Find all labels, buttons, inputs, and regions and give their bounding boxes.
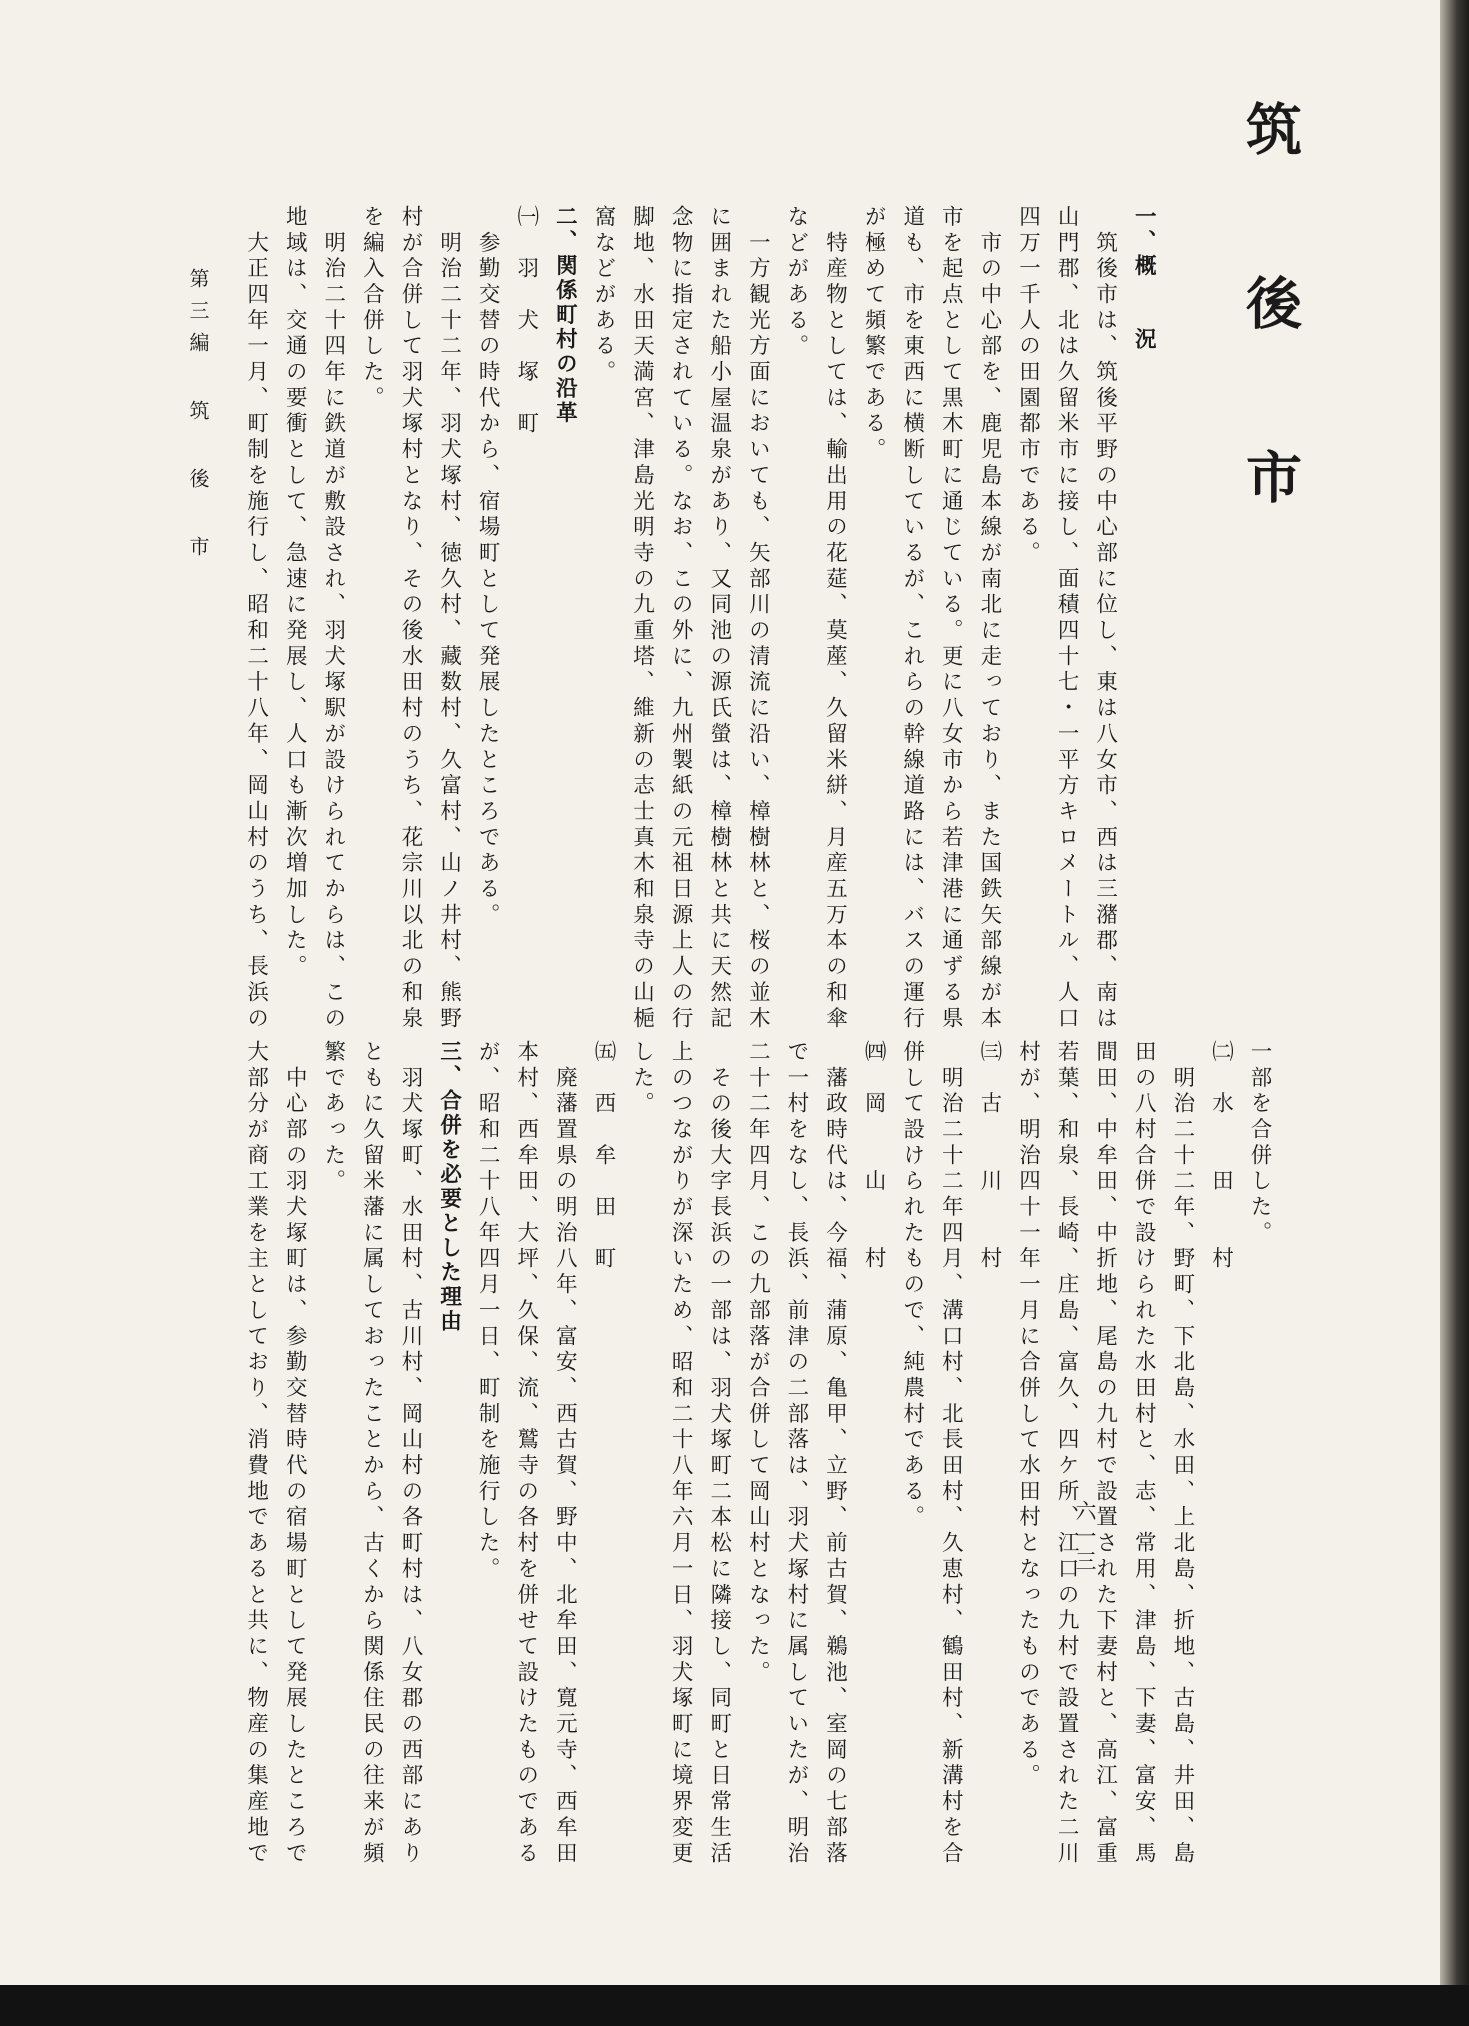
- text-column: に囲まれた船小屋温泉があり、又同池の源氏螢は、樟樹林と共に天然記: [706, 205, 732, 1033]
- text-column: 山門郡、北は久留米市に接し、面積四十七・一平方キロメートル、人口: [1054, 205, 1080, 1033]
- text-column: ㈤ 西 牟 田 町: [590, 1040, 616, 1273]
- text-column: 本村、西牟田、大坪、久保、流、鷲寺の各村を併せて設けたものである: [513, 1040, 539, 1868]
- text-column: などがある。: [783, 205, 809, 361]
- text-column: 明治二十二年、羽犬塚村、徳久村、藏数村、久富村、山ノ井村、熊野: [436, 205, 462, 1033]
- text-column: 四万一千人の田園都市である。: [1015, 205, 1041, 567]
- text-column: 脚地、水田天満宮、津島光明寺の九重塔、維新の志士真木和泉寺の山梔: [629, 205, 655, 1033]
- text-column: 地域は、交通の要衝として、急速に発展し、人口も漸次増加した。: [282, 205, 308, 981]
- text-column: ともに久留米藩に属しておったことから、古くから関係住民の往来が頻: [359, 1040, 385, 1868]
- section-footer: 第三編 筑 後 市: [186, 268, 210, 568]
- text-column: 特産物としては、輸出用の花莚、莫蓙、久留米絣、月産五万本の和傘: [822, 205, 848, 1033]
- text-column: 窩などがある。: [590, 205, 616, 386]
- text-column: 村が、明治四十一年一月に合併して水田村となったものである。: [1015, 1040, 1041, 1790]
- text-column: 大部分が商工業を主としており、消費地であると共に、物産の集産地で: [243, 1040, 269, 1868]
- text-column: 田の八村合併で設けられた水田村と、志、常用、津島、下妻、富安、馬: [1131, 1040, 1157, 1868]
- text-column: 二、関係町村の沿革: [552, 205, 578, 426]
- text-column: 道も、市を東西に横断しているが、これらの幹線道路には、バスの運行: [899, 205, 925, 1033]
- text-column: 参勤交替の時代から、宿場町として発展したところである。: [475, 205, 501, 929]
- book-spine-shadow: [1440, 0, 1469, 1985]
- text-column: ㈢ 古 川 村: [976, 1040, 1002, 1273]
- text-column: その後大字長浜の一部は、羽犬塚町二本松に隣接し、同町と日常生活: [706, 1040, 732, 1868]
- text-column: が極めて頻繁である。: [861, 205, 887, 464]
- text-column: ㈣ 岡 山 村: [861, 1040, 887, 1273]
- scan-bottom-edge: [0, 1985, 1469, 2026]
- text-column: ㈡ 水 田 村: [1208, 1040, 1234, 1273]
- text-column: 藩政時代は、今福、蒲原、亀甲、立野、前古賀、鵜池、室岡の七部落: [822, 1040, 848, 1868]
- text-column: 二十二年四月、この九部落が合併して岡山村となった。: [745, 1040, 771, 1687]
- text-column: 市を起点として黒木町に通じている。更に八女市から若津港に通ずる県: [938, 205, 964, 1033]
- text-column: 明治二十二年四月、溝口村、北長田村、久恵村、鶴田村、新溝村を合: [938, 1040, 964, 1868]
- text-column: 間田、中牟田、中折地、尾島の九村で設置された下妻村と、高江、富重: [1092, 1040, 1118, 1868]
- text-column: 羽犬塚町、水田村、古川村、岡山村の各町村は、八女郡の西部にあり: [397, 1040, 423, 1868]
- text-column: 市の中心部を、鹿児島本線が南北に走っており、また国鉄矢部線が本: [976, 205, 1002, 1033]
- text-column: 上のつながりが深いため、昭和二十八年六月一日、羽犬塚町に境界変更: [668, 1040, 694, 1868]
- lower-text-block: [236, 1040, 1278, 1930]
- text-column: が、昭和二十八年四月一日、町制を施行した。: [475, 1040, 501, 1583]
- text-column: 廃藩置県の明治八年、富安、西古賀、野中、北牟田、寛元寺、西牟田: [552, 1040, 578, 1868]
- text-column: 併して設けられたもので、純農村である。: [899, 1040, 925, 1532]
- text-column: 一、概 況: [1131, 205, 1157, 352]
- text-column: 明治二十二年、野町、下北島、水田、上北島、折地、古島、井田、島: [1169, 1040, 1195, 1868]
- text-column: 中心部の羽犬塚町は、参勤交替時代の宿場町として発展したところで: [282, 1040, 308, 1868]
- text-column: ㈠ 羽 犬 塚 町: [513, 205, 539, 438]
- text-column: 三、合併を必要とした理由: [436, 1040, 462, 1334]
- text-column: で一村をなし、長浜、前津の二部落は、羽犬塚村に属していたが、明治: [783, 1040, 809, 1868]
- text-column: した。: [629, 1040, 655, 1118]
- text-column: 一方観光方面においても、矢部川の清流に沿い、樟樹林と、桜の並木: [745, 205, 771, 1033]
- text-column: 筑後市は、筑後平野の中心部に位し、東は八女市、西は三潴郡、南は: [1092, 205, 1118, 1033]
- text-column: 一部を合併した。: [1247, 1040, 1273, 1247]
- text-column: 念物に指定されている。なお、この外に、九州製紙の元祖日源上人の行: [668, 205, 694, 1033]
- page-title: 筑 後 市: [1237, 100, 1303, 530]
- text-column: 大正四年一月、町制を施行し、昭和二十八年、岡山村のうち、長浜の: [243, 205, 269, 1033]
- text-column: 村が合併して羽犬塚村となり、その後水田村のうち、花宗川以北の和泉: [397, 205, 423, 1033]
- text-column: 繁であった。: [320, 1040, 346, 1196]
- text-column: 若葉、和泉、長崎、庄島、富久、四ケ所、江口の九村で設置された二川: [1054, 1040, 1080, 1868]
- text-column: 明治二十四年に鉄道が敷設され、羽犬塚駅が設けられてからは、この: [320, 205, 346, 1033]
- upper-text-block: [236, 205, 1162, 1033]
- text-column: を編入合併した。: [359, 205, 385, 412]
- page-number: 六一三: [1073, 1500, 1097, 1575]
